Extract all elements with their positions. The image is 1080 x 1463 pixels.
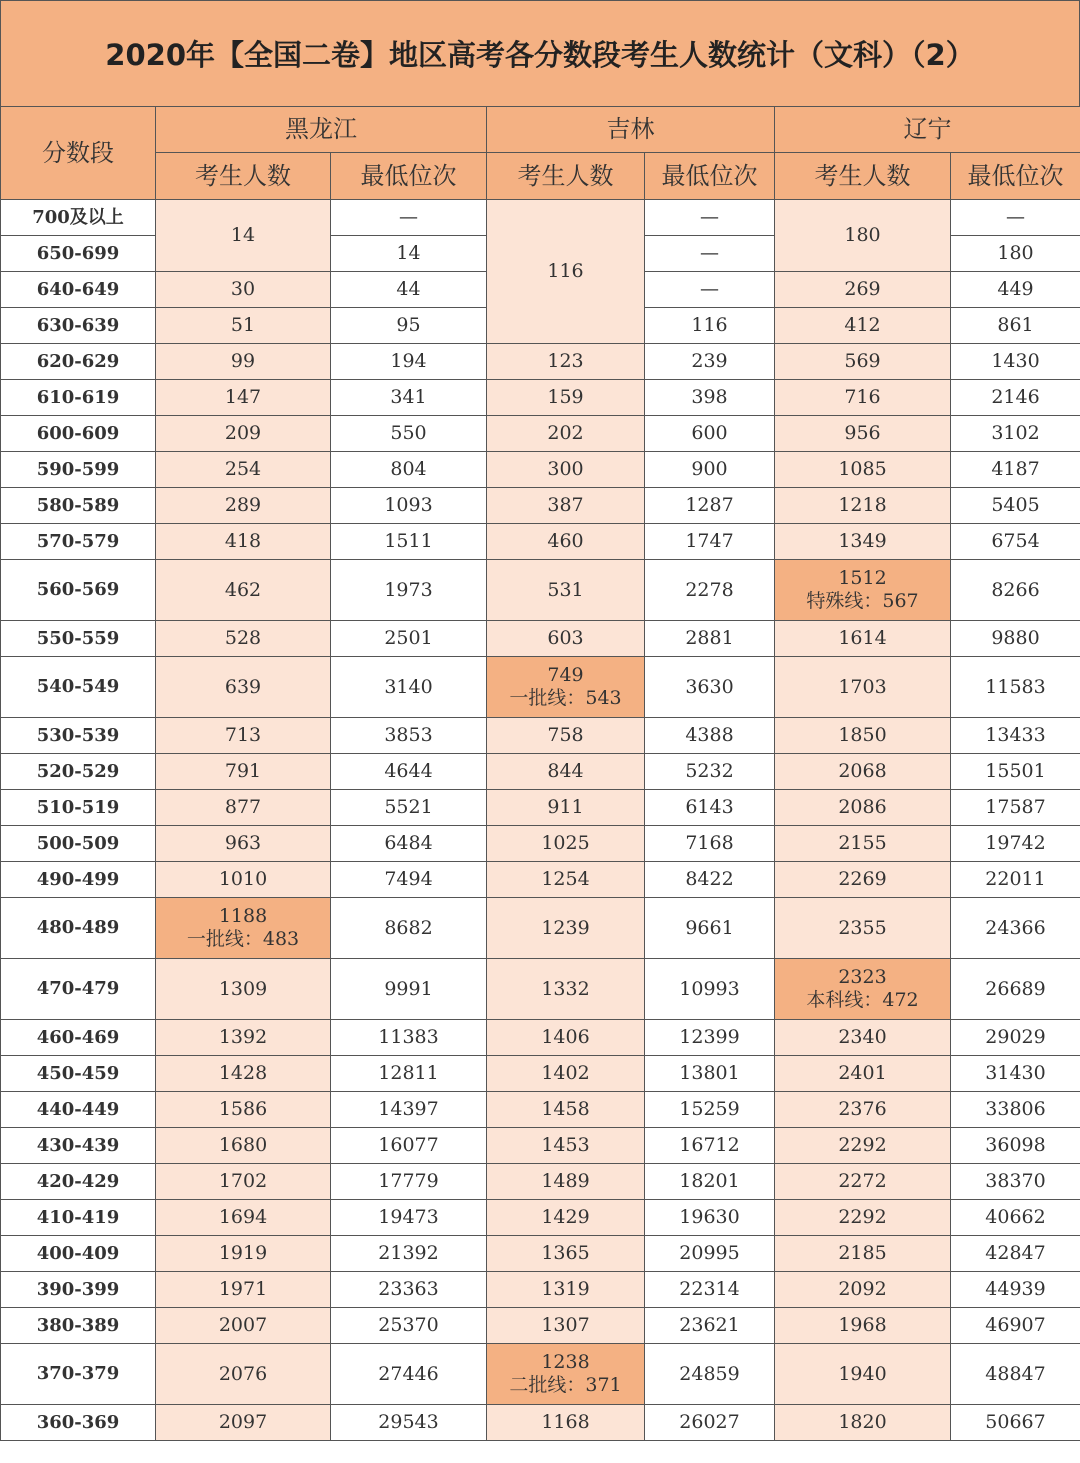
score-segment: 700及以上 (1, 200, 156, 236)
count-cell: 1309 (156, 959, 331, 1020)
rank-cell: 804 (331, 452, 487, 488)
table-row (1, 1164, 1080, 1200)
count-cell: 2068 (775, 754, 951, 790)
table-row (1, 718, 1080, 754)
count-cell: 289 (156, 488, 331, 524)
rank-cell: 23621 (645, 1308, 775, 1344)
count-cell: 1429 (487, 1200, 645, 1236)
score-segment: 450-459 (1, 1056, 156, 1092)
rank-cell: 3853 (331, 718, 487, 754)
rank-cell: 7168 (645, 826, 775, 862)
count-cell: 2092 (775, 1272, 951, 1308)
rank-cell: — (645, 200, 775, 236)
count-cell: 1971 (156, 1272, 331, 1308)
rank-cell: 2881 (645, 621, 775, 657)
rank-cell: 4187 (951, 452, 1080, 488)
rank-cell: 8266 (951, 560, 1080, 621)
score-segment: 470-479 (1, 959, 156, 1020)
count-cell: 569 (775, 344, 951, 380)
count-cell: 2097 (156, 1405, 331, 1441)
count-cell: 2076 (156, 1344, 331, 1405)
count-cell: 1940 (775, 1344, 951, 1405)
cutoff-count-cell (775, 959, 951, 1020)
count-cell: 1332 (487, 959, 645, 1020)
count-cell: 387 (487, 488, 645, 524)
rank-cell: 2278 (645, 560, 775, 621)
score-segment: 510-519 (1, 790, 156, 826)
score-segment: 640-649 (1, 272, 156, 308)
count-cell: 1428 (156, 1056, 331, 1092)
cutoff-line-note: 本科线：472 (806, 989, 919, 1011)
rank-cell: 27446 (331, 1344, 487, 1405)
table-row (1, 754, 1080, 790)
rank-cell: 50667 (951, 1405, 1080, 1441)
rank-cell: 5405 (951, 488, 1080, 524)
rank-cell: 29029 (951, 1020, 1080, 1056)
table-row (1, 1272, 1080, 1308)
table-row (1, 344, 1080, 380)
count-cell: 531 (487, 560, 645, 621)
header-count: 考生人数 (775, 153, 951, 200)
rank-cell: 36098 (951, 1128, 1080, 1164)
score-segment: 390-399 (1, 1272, 156, 1308)
rank-cell: 4388 (645, 718, 775, 754)
rank-cell: 6754 (951, 524, 1080, 560)
rank-cell: 1973 (331, 560, 487, 621)
rank-cell: 44 (331, 272, 487, 308)
count-cell: 1406 (487, 1020, 645, 1056)
rank-cell: 18201 (645, 1164, 775, 1200)
table-row (1, 524, 1080, 560)
table-row (1, 1092, 1080, 1128)
count-cell: 1218 (775, 488, 951, 524)
rank-cell: 12811 (331, 1056, 487, 1092)
score-segment: 440-449 (1, 1092, 156, 1128)
table-row (1, 380, 1080, 416)
table-row (1, 1020, 1080, 1056)
rank-cell: 3630 (645, 657, 775, 718)
rank-cell: 22011 (951, 862, 1080, 898)
rank-cell: 26689 (951, 959, 1080, 1020)
rank-cell: 25370 (331, 1308, 487, 1344)
count-cell: 911 (487, 790, 645, 826)
header-rank: 最低位次 (331, 153, 487, 200)
rank-cell: 861 (951, 308, 1080, 344)
rank-cell: 15501 (951, 754, 1080, 790)
count-cell: 462 (156, 560, 331, 621)
count-cell: 528 (156, 621, 331, 657)
rank-cell: 9880 (951, 621, 1080, 657)
count-cell: 99 (156, 344, 331, 380)
table-row (1, 657, 1080, 718)
count-cell: 1319 (487, 1272, 645, 1308)
count-cell: 254 (156, 452, 331, 488)
rank-cell: — (645, 236, 775, 272)
count-cell: 2292 (775, 1200, 951, 1236)
count-cell: 300 (487, 452, 645, 488)
rank-cell: 8422 (645, 862, 775, 898)
rank-cell: 9661 (645, 898, 775, 959)
rank-cell: 6484 (331, 826, 487, 862)
count-value: 2323 (838, 966, 887, 989)
count-cell: 202 (487, 416, 645, 452)
rank-cell: 33806 (951, 1092, 1080, 1128)
count-cell: 2272 (775, 1164, 951, 1200)
rank-cell: 24859 (645, 1344, 775, 1405)
table-row (1, 862, 1080, 898)
score-segment: 460-469 (1, 1020, 156, 1056)
count-value: 749 (547, 664, 584, 687)
rank-cell: 449 (951, 272, 1080, 308)
rank-cell: 3140 (331, 657, 487, 718)
rank-cell: 11383 (331, 1020, 487, 1056)
count-cell: 51 (156, 308, 331, 344)
count-cell: 877 (156, 790, 331, 826)
count-cell: 713 (156, 718, 331, 754)
count-cell: 1586 (156, 1092, 331, 1128)
count-cell: 1458 (487, 1092, 645, 1128)
header-count: 考生人数 (156, 153, 331, 200)
score-segment: 590-599 (1, 452, 156, 488)
header-province-jilin: 吉林 (487, 107, 775, 153)
score-segment: 500-509 (1, 826, 156, 862)
cutoff-line-note: 特殊线：567 (806, 590, 919, 612)
header-province-liaoning: 辽宁 (775, 107, 1080, 153)
score-segment: 530-539 (1, 718, 156, 754)
rank-cell: 5521 (331, 790, 487, 826)
rank-cell: 180 (951, 236, 1080, 272)
score-segment: 380-389 (1, 1308, 156, 1344)
table-row (1, 1344, 1080, 1405)
count-cell: 791 (156, 754, 331, 790)
table-row (1, 1200, 1080, 1236)
rank-cell: 1287 (645, 488, 775, 524)
rank-cell: 12399 (645, 1020, 775, 1056)
count-cell: 1680 (156, 1128, 331, 1164)
rank-cell: 398 (645, 380, 775, 416)
rank-cell: 7494 (331, 862, 487, 898)
page-title: 2020年【全国二卷】地区高考各分数段考生人数统计（文科）（2） (0, 0, 1080, 107)
rank-cell: 15259 (645, 1092, 775, 1128)
count-cell: 2340 (775, 1020, 951, 1056)
cutoff-line-note: 一批线：483 (186, 928, 300, 950)
rank-cell: 38370 (951, 1164, 1080, 1200)
score-segment: 570-579 (1, 524, 156, 560)
rank-cell: 19473 (331, 1200, 487, 1236)
count-cell: 1254 (487, 862, 645, 898)
score-segment: 480-489 (1, 898, 156, 959)
rank-cell: 16712 (645, 1128, 775, 1164)
rank-cell: 116 (645, 308, 775, 344)
table-row (1, 560, 1080, 621)
table-row (1, 790, 1080, 826)
rank-cell: 239 (645, 344, 775, 380)
rank-cell: — (645, 272, 775, 308)
count-cell: 603 (487, 621, 645, 657)
count-cell: 2185 (775, 1236, 951, 1272)
header-rank: 最低位次 (645, 153, 775, 200)
count-value: 1238 (541, 1351, 590, 1374)
rank-cell: 13801 (645, 1056, 775, 1092)
score-segment: 420-429 (1, 1164, 156, 1200)
count-cell: 1702 (156, 1164, 331, 1200)
rank-cell: 900 (645, 452, 775, 488)
cutoff-count-cell (487, 1344, 645, 1405)
rank-cell: 1093 (331, 488, 487, 524)
rank-cell: 23363 (331, 1272, 487, 1308)
cutoff-count-cell (487, 657, 645, 718)
count-cell: 123 (487, 344, 645, 380)
count-cell: 716 (775, 380, 951, 416)
rank-cell: 46907 (951, 1308, 1080, 1344)
count-value: 1512 (838, 567, 887, 590)
count-cell: 1703 (775, 657, 951, 718)
rank-cell: 31430 (951, 1056, 1080, 1092)
count-cell: 1919 (156, 1236, 331, 1272)
count-cell: 116 (487, 200, 645, 344)
rank-cell: 42847 (951, 1236, 1080, 1272)
count-cell: 1085 (775, 452, 951, 488)
rank-cell: 16077 (331, 1128, 487, 1164)
rank-cell: 550 (331, 416, 487, 452)
count-cell: 2155 (775, 826, 951, 862)
count-cell: 1168 (487, 1405, 645, 1441)
count-cell: 639 (156, 657, 331, 718)
rank-cell: 29543 (331, 1405, 487, 1441)
rank-cell: 194 (331, 344, 487, 380)
count-cell: 159 (487, 380, 645, 416)
score-segment: 610-619 (1, 380, 156, 416)
score-segment: 550-559 (1, 621, 156, 657)
rank-cell: 9991 (331, 959, 487, 1020)
count-cell: 1010 (156, 862, 331, 898)
rank-cell: 48847 (951, 1344, 1080, 1405)
table-row (1, 898, 1080, 959)
score-distribution-table (0, 106, 1080, 1441)
count-cell: 844 (487, 754, 645, 790)
table-row (1, 1128, 1080, 1164)
header-segment: 分数段 (1, 107, 156, 200)
table-row (1, 959, 1080, 1020)
table-row (1, 416, 1080, 452)
count-cell: 2086 (775, 790, 951, 826)
rank-cell: 19742 (951, 826, 1080, 862)
table-row (1, 200, 1080, 236)
table-row (1, 1056, 1080, 1092)
score-segment: 520-529 (1, 754, 156, 790)
rank-cell: 26027 (645, 1405, 775, 1441)
count-cell: 1025 (487, 826, 645, 862)
count-cell: 758 (487, 718, 645, 754)
count-cell: 1349 (775, 524, 951, 560)
rank-cell: 600 (645, 416, 775, 452)
count-cell: 1968 (775, 1308, 951, 1344)
table-row (1, 1236, 1080, 1272)
table-row (1, 826, 1080, 862)
header-province-heilongjiang: 黑龙江 (156, 107, 487, 153)
count-cell: 2376 (775, 1092, 951, 1128)
rank-cell: 17779 (331, 1164, 487, 1200)
count-cell: 147 (156, 380, 331, 416)
score-segment: 620-629 (1, 344, 156, 380)
count-cell: 2292 (775, 1128, 951, 1164)
score-segment: 540-549 (1, 657, 156, 718)
rank-cell: 14 (331, 236, 487, 272)
table-row (1, 621, 1080, 657)
rank-cell: 13433 (951, 718, 1080, 754)
count-cell: 460 (487, 524, 645, 560)
rank-cell: 2501 (331, 621, 487, 657)
count-cell: 1402 (487, 1056, 645, 1092)
count-cell: 2007 (156, 1308, 331, 1344)
count-cell: 418 (156, 524, 331, 560)
count-cell: 2269 (775, 862, 951, 898)
count-cell: 963 (156, 826, 331, 862)
rank-cell: 40662 (951, 1200, 1080, 1236)
rank-cell: 6143 (645, 790, 775, 826)
rank-cell: 44939 (951, 1272, 1080, 1308)
count-cell: 2401 (775, 1056, 951, 1092)
cutoff-count-cell (156, 898, 331, 959)
rank-cell: 5232 (645, 754, 775, 790)
score-segment: 360-369 (1, 1405, 156, 1441)
score-segment: 560-569 (1, 560, 156, 621)
count-cell: 1392 (156, 1020, 331, 1056)
count-cell: 412 (775, 308, 951, 344)
count-cell: 1307 (487, 1308, 645, 1344)
table-row (1, 1405, 1080, 1441)
cutoff-line-note: 一批线：543 (509, 687, 622, 709)
cutoff-line-note: 二批线：371 (509, 1374, 622, 1396)
rank-cell: 17587 (951, 790, 1080, 826)
header-count: 考生人数 (487, 153, 645, 200)
count-cell: 1694 (156, 1200, 331, 1236)
count-cell: 1239 (487, 898, 645, 959)
rank-cell: 8682 (331, 898, 487, 959)
rank-cell: 95 (331, 308, 487, 344)
score-segment: 430-439 (1, 1128, 156, 1164)
rank-cell: 11583 (951, 657, 1080, 718)
score-segment: 410-419 (1, 1200, 156, 1236)
score-segment: 580-589 (1, 488, 156, 524)
rank-cell: 21392 (331, 1236, 487, 1272)
rank-cell: 14397 (331, 1092, 487, 1128)
rank-cell: 24366 (951, 898, 1080, 959)
count-cell: 1820 (775, 1405, 951, 1441)
count-cell: 1850 (775, 718, 951, 754)
count-cell: 956 (775, 416, 951, 452)
count-cell: 14 (156, 200, 331, 272)
cutoff-count-cell (775, 560, 951, 621)
count-value: 1188 (218, 905, 268, 928)
rank-cell: 1747 (645, 524, 775, 560)
table-row (1, 452, 1080, 488)
score-segment: 650-699 (1, 236, 156, 272)
rank-cell: 20995 (645, 1236, 775, 1272)
count-cell: 209 (156, 416, 331, 452)
rank-cell: 10993 (645, 959, 775, 1020)
score-segment: 630-639 (1, 308, 156, 344)
rank-cell: 3102 (951, 416, 1080, 452)
rank-cell: 4644 (331, 754, 487, 790)
table-row (1, 488, 1080, 524)
score-segment: 400-409 (1, 1236, 156, 1272)
count-cell: 269 (775, 272, 951, 308)
table-row (1, 1308, 1080, 1344)
count-cell: 1614 (775, 621, 951, 657)
rank-cell: — (951, 200, 1080, 236)
score-segment: 600-609 (1, 416, 156, 452)
rank-cell: 22314 (645, 1272, 775, 1308)
rank-cell: — (331, 200, 487, 236)
score-segment: 490-499 (1, 862, 156, 898)
count-cell: 180 (775, 200, 951, 272)
rank-cell: 19630 (645, 1200, 775, 1236)
count-cell: 30 (156, 272, 331, 308)
score-segment: 370-379 (1, 1344, 156, 1405)
rank-cell: 2146 (951, 380, 1080, 416)
header-rank: 最低位次 (951, 153, 1080, 200)
count-cell: 1453 (487, 1128, 645, 1164)
count-cell: 1489 (487, 1164, 645, 1200)
count-cell: 2355 (775, 898, 951, 959)
rank-cell: 341 (331, 380, 487, 416)
rank-cell: 1430 (951, 344, 1080, 380)
count-cell: 1365 (487, 1236, 645, 1272)
rank-cell: 1511 (331, 524, 487, 560)
